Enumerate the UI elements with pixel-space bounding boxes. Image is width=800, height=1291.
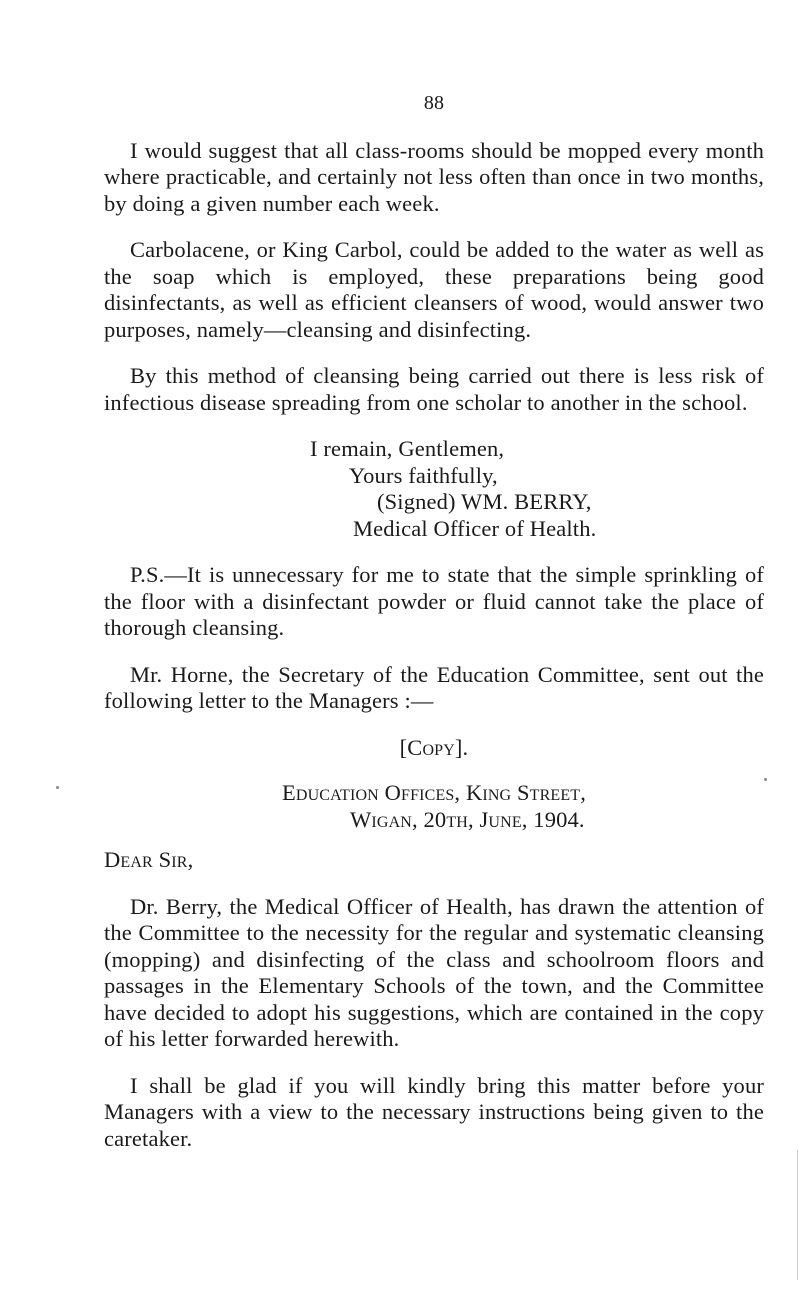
scan-speck xyxy=(764,778,767,781)
closing-remain: I remain, Gentlemen, xyxy=(310,436,505,461)
paragraph-carbolacene: Carbolacene, or King Carbol, could be added to the water as well as the soap which is employed, these preparations being good disinfectants, as well as efficient cleansers of wood, would answer two purposes, namely—cleansing and disinfecting. xyxy=(104,237,764,342)
paragraph-letter-body: Dr. Berry, the Medical Officer of Health, has drawn the attention of the Committee to the necessity for the regular and systematic cleansing (mopping) and disinfecting of the class and schoolroom floors and passages in the Elementary Schools of the town, and the Committee have decided to adopt his suggestions, which are contained in the copy of his letter forwarded herewith. xyxy=(104,893,764,1051)
paragraph-cleansing-method: By this method of cleansing being carried out there is less risk of infectious disease spreading from one scholar to another in the school. xyxy=(104,363,764,415)
scan-edge-line xyxy=(797,1150,798,1280)
postscript: P.S.—It is unnecessary for me to state that the simple sprinkling of the floor with a disinfectant powder or fluid cannot take the place of thorough cleansing. xyxy=(104,562,764,640)
address-line-offices: Education Offices, King Street, xyxy=(282,780,586,805)
closing-faithfully: Yours faithfully, xyxy=(349,462,498,488)
scan-speck xyxy=(56,786,59,789)
paragraph-secretary-intro: Mr. Horne, the Secretary of the Education Committee, sent out the following letter to the Managers :— xyxy=(104,661,764,713)
letter-salutation: Dear Sir, xyxy=(104,847,194,872)
address-line-date: Wigan, 20th, June, 1904. xyxy=(350,806,585,832)
page-content xyxy=(104,90,764,1172)
paragraph-letter-request: I shall be glad if you will kindly bring this matter before your Managers with a view to the necessary instructions being given to the caretaker. xyxy=(104,1072,764,1151)
copy-label: [Copy]. xyxy=(399,734,469,760)
closing-title: Medical Officer of Health. xyxy=(353,515,597,541)
paragraph-mopping-suggestion: I would suggest that all class-rooms should be mopped every month where practicable, and certainly not less often than once in two months, by doing a given number each week. xyxy=(104,137,764,216)
letter-closing xyxy=(104,436,764,542)
letter-address xyxy=(104,780,764,833)
page-number: 88 xyxy=(423,92,445,114)
closing-signature: (Signed) WM. BERRY, xyxy=(377,489,592,514)
